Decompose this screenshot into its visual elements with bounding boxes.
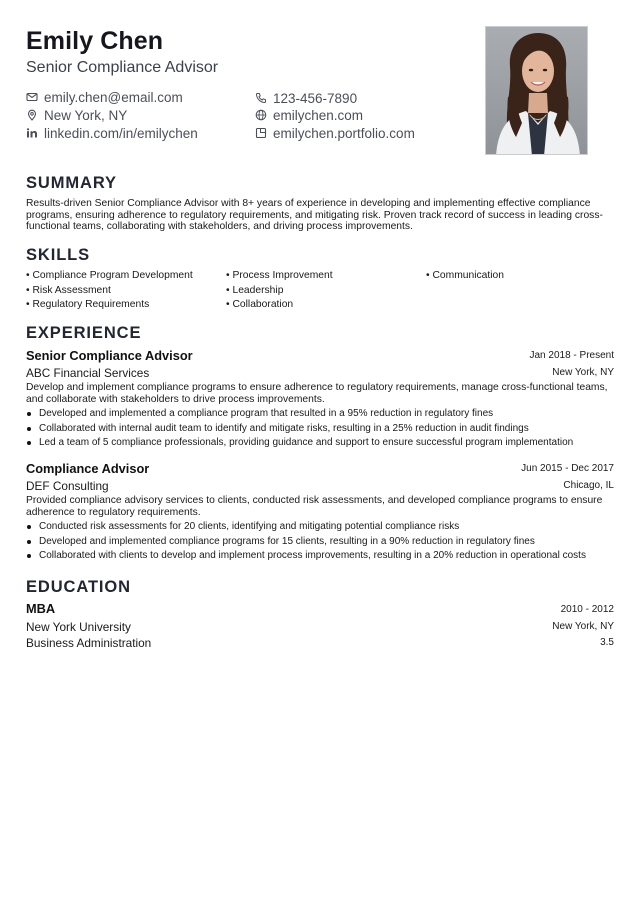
bullet-dot bbox=[27, 525, 31, 529]
education-school: New York University bbox=[26, 620, 131, 634]
bullet-dot bbox=[27, 441, 31, 445]
summary-text: Results-driven Senior Compliance Advisor with 8+ years of experience in developing and implementing effective compliance programs, ensuring adherence to regulatory requirements, and mitigating risk. Proven track record of success in leading cross-functional teams, collaborating with stakeholders, and driving process improvements. bbox=[26, 198, 603, 232]
job-title: Senior Compliance Advisor bbox=[26, 348, 193, 363]
education-field: Business Administration bbox=[26, 636, 152, 650]
skill-item: • Regulatory Requirements bbox=[26, 299, 150, 310]
education-degree: MBA bbox=[26, 601, 56, 616]
job-dates: Jun 2015 - Dec 2017 bbox=[521, 463, 614, 474]
section-title-summary: SUMMARY bbox=[26, 174, 117, 192]
skill-item: • Leadership bbox=[226, 284, 284, 296]
map-pin-icon bbox=[26, 109, 38, 121]
job-bullet: Developed and implemented compliance programs for 15 clients, resulting in a 90% reduction in regulatory fines bbox=[26, 536, 535, 547]
skill-item: • Process Improvement bbox=[226, 270, 333, 281]
job-location: Chicago, IL bbox=[563, 480, 614, 491]
portfolio-icon bbox=[255, 127, 267, 139]
job-dates: Jan 2018 - Present bbox=[529, 350, 614, 361]
contact-location-text: New York, NY bbox=[44, 107, 128, 123]
contact-website-text: emilychen.com bbox=[273, 107, 364, 123]
bullet-dot bbox=[27, 554, 31, 558]
skill-item: • Collaboration bbox=[226, 299, 294, 310]
job-bullet: Developed and implemented a compliance program that resulted in a 95% reduction in regulatory fines bbox=[26, 408, 493, 419]
section-title-skills: SKILLS bbox=[26, 246, 91, 264]
mail-icon bbox=[26, 91, 38, 103]
phone-icon bbox=[255, 92, 267, 104]
contact-email[interactable] bbox=[26, 88, 183, 106]
profile-photo bbox=[485, 26, 588, 155]
globe-icon bbox=[255, 109, 267, 121]
skill-item: • Risk Assessment bbox=[26, 284, 111, 296]
job-bullet: Collaborated with internal audit team to identify and mitigate risks, resulting in a 25% reduction in audit findings bbox=[26, 423, 529, 434]
candidate-name: Emily Chen bbox=[26, 27, 164, 55]
skill-item: • Communication bbox=[426, 270, 505, 281]
contact-email-text: emily.chen@email.com bbox=[44, 89, 183, 105]
job-bullet: Collaborated with clients to develop and implement process improvements, resulting in a 20% reduction in operational costs bbox=[26, 550, 586, 561]
section-title-education: EDUCATION bbox=[26, 578, 131, 596]
education-dates: 2010 - 2012 bbox=[560, 604, 614, 615]
contact-linkedin[interactable] bbox=[26, 124, 198, 142]
job-description: Provided compliance advisory services to clients, conducted risk assessments, and developed compliance programs to ensure adherence to regulatory requirements. bbox=[26, 495, 603, 518]
job-location: New York, NY bbox=[552, 367, 614, 378]
education-location: New York, NY bbox=[552, 621, 614, 632]
job-title: Compliance Advisor bbox=[26, 461, 150, 476]
contact-phone[interactable] bbox=[255, 89, 357, 107]
skill-item: • Compliance Program Development bbox=[26, 270, 193, 281]
job-company: ABC Financial Services bbox=[26, 366, 150, 380]
job-bullet: Conducted risk assessments for 20 clients, identifying and mitigating potential compliance risks bbox=[26, 521, 459, 532]
contact-location bbox=[26, 106, 127, 124]
resume-header bbox=[26, 26, 466, 78]
section-title-experience: EXPERIENCE bbox=[26, 324, 142, 342]
bullet-dot bbox=[27, 427, 31, 431]
contact-portfolio[interactable] bbox=[255, 124, 415, 142]
job-bullet: Led a team of 5 compliance professionals, providing guidance and support to ensure successful program implementation bbox=[26, 437, 573, 448]
job-description: Develop and implement compliance programs to ensure adherence to regulatory requirements, manage cross-functional teams, and collaborate with stakeholders to drive process improvements. bbox=[26, 382, 608, 405]
bullet-dot bbox=[27, 412, 31, 416]
contact-phone-text: 123-456-7890 bbox=[273, 90, 358, 106]
education-gpa: 3.5 bbox=[600, 637, 614, 648]
contact-website[interactable] bbox=[255, 106, 363, 124]
contact-portfolio-text: emilychen.portfolio.com bbox=[273, 125, 415, 141]
bullet-dot bbox=[27, 540, 31, 544]
job-company: DEF Consulting bbox=[26, 479, 109, 493]
candidate-title: Senior Compliance Advisor bbox=[26, 59, 219, 76]
contact-linkedin-text: linkedin.com/in/emilychen bbox=[44, 125, 198, 141]
linkedin-icon bbox=[26, 127, 38, 139]
